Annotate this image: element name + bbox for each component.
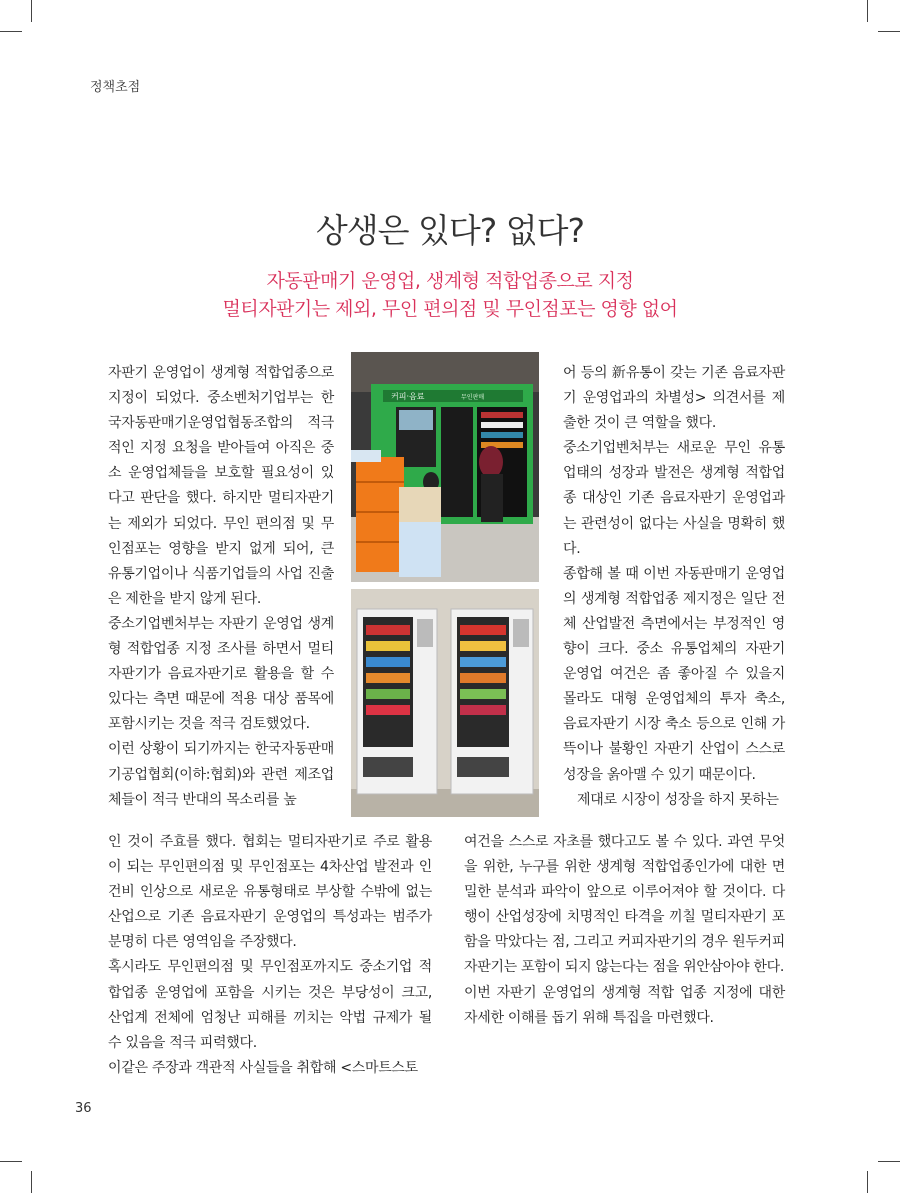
paragraph: 자판기 운영업이 생계형 적합업종으로 지정이 되었다. 중소벤처기업부는 한국자동판매기운영업협동조합의 적극적인 지정 요청을 받아들여 아직은 중소 운영업체들을 보호할 필요성이 있다고 판단을 했다. 하지만 멀티자판기는 제외가 되었다. 무인 편의점 및 무인점포는 영향을 받지 없게 되어, 큰 유통기업이나 식품기업들의 사업 진출은 제한을 받지 않게 된다. <box>108 365 334 607</box>
crop-mark <box>0 1161 22 1162</box>
crop-mark <box>867 0 868 22</box>
body-column-right <box>563 361 785 813</box>
vending-machine-photo-top <box>351 352 539 582</box>
machine-sign-note: 무인판매 <box>461 394 485 401</box>
paragraph: 중소기업벤처부는 새로운 무인 유통업태의 성장과 발전은 생계형 적합업종 대상인 기존 음료자판기 운영업과는 관련성이 없다는 사실을 명확히 했다. <box>563 440 785 557</box>
paragraph: 인 것이 주효를 했다. 협회는 멀티자판기로 주로 활용이 되는 무인편의점 및 무인점포는 4차산업 발전과 인건비 인상으로 새로운 유통형태로 부상할 수밖에 없는 산업으로 기존 음료자판기 운영업의 특성과는 범주가 분명히 다른 영역임을 주장했다. <box>108 834 432 951</box>
page-number: 36 <box>75 1101 92 1116</box>
crop-mark <box>867 1171 868 1193</box>
paragraph: 제대로 시장이 성장을 하지 못하는 <box>577 791 779 808</box>
paragraph: 이런 상황이 되기까지는 한국자동판매기공업협회(이하:협회)와 관련 제조업체들이 적극 반대의 목소리를 높 <box>108 741 334 808</box>
body-column-bottom-left <box>108 830 432 1081</box>
body-column-left <box>108 361 334 813</box>
crop-mark <box>878 1161 900 1162</box>
article-subtitle-line1: 자동판매기 운영업, 생계형 적합업종으로 지정 <box>266 270 634 292</box>
crop-mark <box>31 0 32 22</box>
article-subtitle-line2: 멀티자판기는 제외, 무인 편의점 및 무인점포는 영향 없어 <box>222 298 678 320</box>
section-label: 정책초점 <box>90 80 141 95</box>
article-title: 상생은 있다? 없다? <box>315 211 585 250</box>
paragraph: 어 등의 新유통이 갖는 기존 음료자판기 운영업과의 차별성> 의견서를 제출한 것이 큰 역할을 했다. <box>563 365 785 432</box>
paragraph: 종합해 볼 때 이번 자동판매기 운영업의 생계형 적합업종 제지정은 일단 전체 산업발전 측면에서는 부정적인 영향이 크다. 중소 유통업체의 자판기 운영업 여건은 좀 좋아질 수 있을지 몰라도 대형 운영업체의 투자 축소, 음료자판기 시장 축소 등으로 인해 가뜩이나 불황인 자판기 산업이 스스로 성장을 옭아맬 수 있기 때문이다. <box>563 565 785 783</box>
paragraph: 이번 자판기 운영업의 생계형 적합 업종 지정에 대한 자세한 이해를 돕기 위해 특집을 마련했다. <box>464 984 785 1026</box>
crop-mark <box>0 31 22 32</box>
paragraph: 여건을 스스로 자초를 했다고도 볼 수 있다. 과연 무엇을 위한, 누구를 위한 생계형 적합업종인가에 대한 면밀한 분석과 파악이 앞으로 이루어져야 할 것이다. 다행이 산업성장에 치명적인 타격을 끼칠 멀티자판기 포함을 막았다는 점, 그리고 커피자판기의 경우 원두커피자판기는 포함이 되지 않는다는 점을 위안삼아야 한다. <box>464 834 785 976</box>
paragraph: 중소기업벤처부는 자판기 운영업 생계형 적합업종 지정 조사를 하면서 멀티자판기가 음료자판기로 활용을 할 수 있다는 측면 때문에 적용 대상 품목에 포함시키는 것을 적극 검토했었다. <box>108 615 334 733</box>
paragraph: 이같은 주장과 객관적 사실들을 취합해 <스마트스토 <box>108 1059 418 1076</box>
machine-sign: 커피·음료 <box>391 392 425 401</box>
body-column-bottom-right <box>464 830 785 1031</box>
crop-mark <box>31 1171 32 1193</box>
crop-mark <box>878 31 900 32</box>
paragraph: 혹시라도 무인편의점 및 무인점포까지도 중소기업 적합업종 운영업에 포함을 시키는 것은 부당성이 크고, 산업계 전체에 엄청난 피해를 끼치는 악법 규제가 될 수 있음을 적극 피력했다. <box>108 959 432 1051</box>
vending-machine-photo-bottom <box>351 589 539 817</box>
